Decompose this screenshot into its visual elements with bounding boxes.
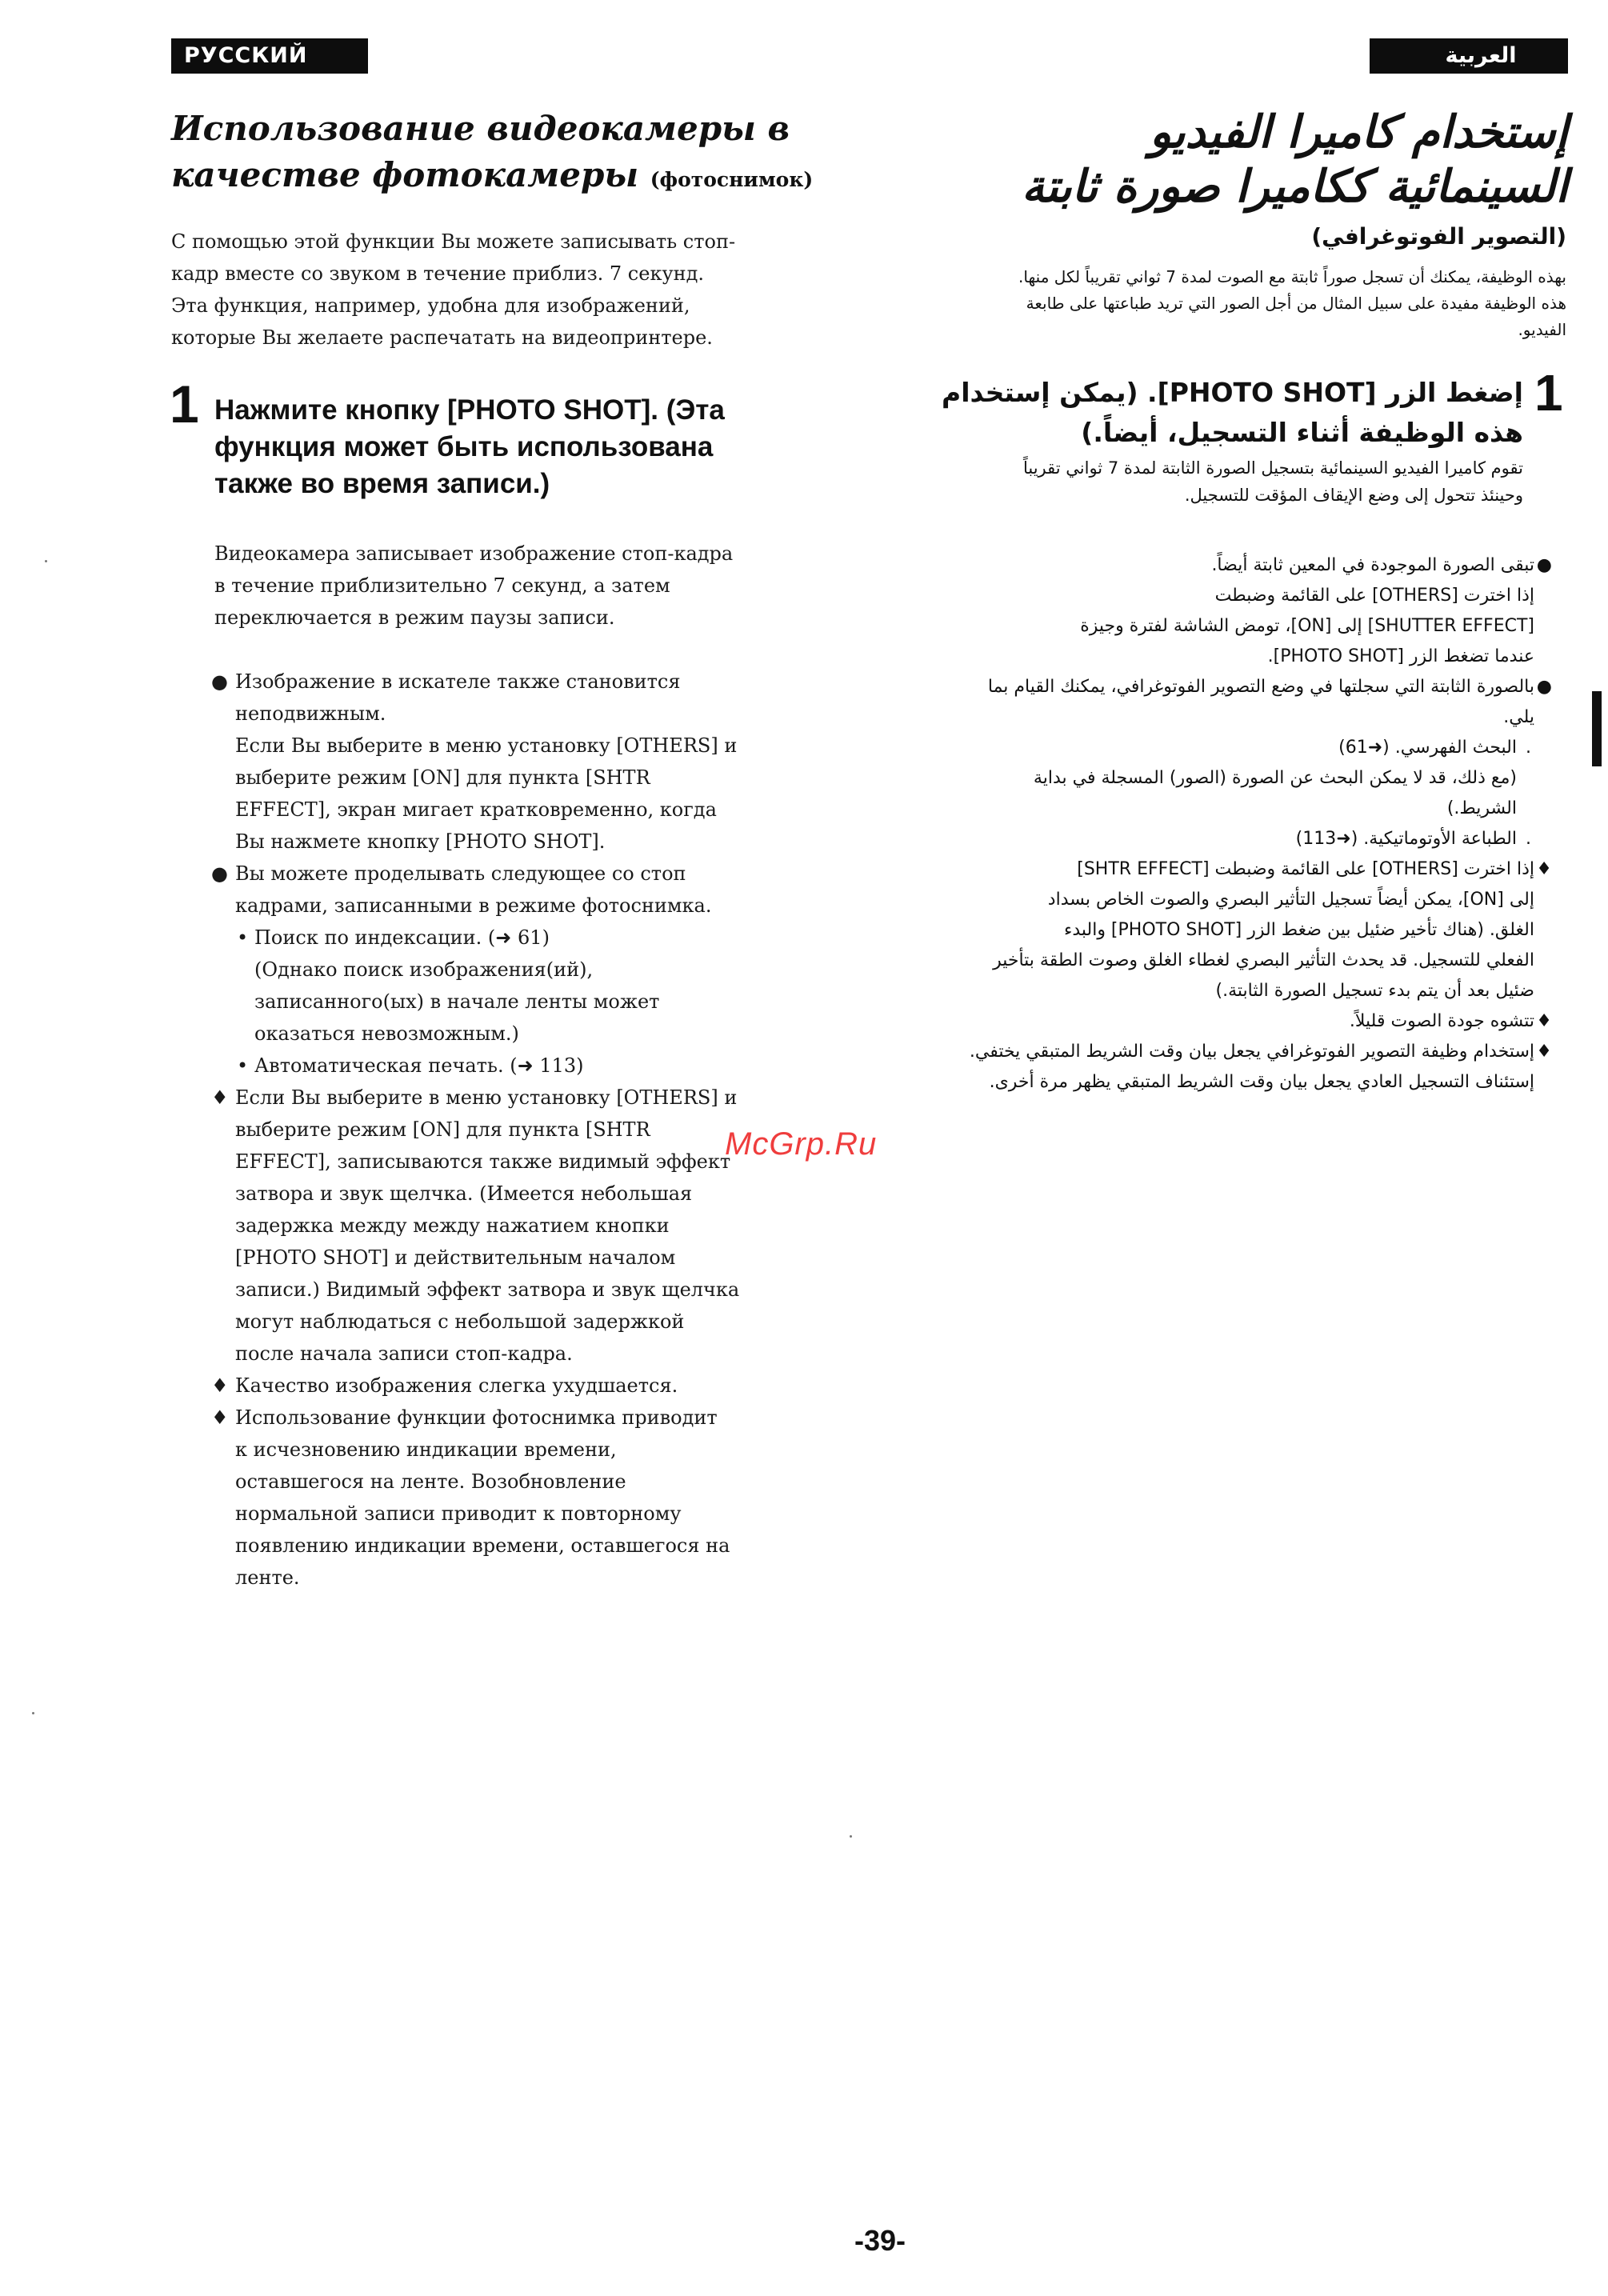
ru-note-item bbox=[211, 1402, 827, 1594]
ar-note-line: تبقى الصورة الموجودة في المعين ثابتة أيضاً. bbox=[1211, 555, 1534, 575]
ru-step-desc-line: переключается в режим паузы записи. bbox=[214, 606, 615, 629]
ar-note-line: الطباعة الأوتوماتيكية. (➜113) bbox=[1295, 829, 1517, 849]
ru-note-item bbox=[211, 922, 827, 954]
ru-section-title bbox=[171, 106, 819, 203]
ru-note-line: записи.) Видимый эффект затвора и звук щелчка bbox=[235, 1278, 740, 1301]
ar-step-desc-line: وحينئذ تتحول إلى وضع الإيقاف المؤقت للتسجيل. bbox=[1184, 486, 1523, 505]
ru-bullet-marker: ♦ bbox=[211, 1086, 229, 1109]
ar-step-number: 1 bbox=[1534, 364, 1563, 422]
ru-note-item bbox=[211, 954, 827, 1050]
ru-note-line: выберите режим [ON] для пункта [SHTR bbox=[235, 1118, 650, 1141]
ar-note-line: إلى [ON]، يمكن أيضاً تسجيل التأثير البصري والصوت الخاص بسداد bbox=[1047, 890, 1534, 910]
ar-step-title-line: إضغط الزر [PHOTO SHOT]. (يمكن إستخدام bbox=[942, 377, 1523, 408]
ru-note-line: Автоматическая печать. (➜ 113) bbox=[254, 1054, 584, 1077]
ar-note-item bbox=[928, 550, 1552, 672]
ru-note-line: записанного(ых) в начале ленты может bbox=[254, 990, 660, 1013]
ar-note-item bbox=[928, 854, 1552, 1006]
language-tab-russian: РУССКИЙ ЯЗЫК bbox=[171, 38, 368, 74]
ar-step-description bbox=[920, 454, 1523, 509]
ru-step-desc-line: Видеокамера записывает изображение стоп-кадра bbox=[214, 542, 734, 565]
ru-bullet-marker: ♦ bbox=[211, 1374, 229, 1397]
scan-speck bbox=[32, 1712, 34, 1714]
ar-step-desc-line: تقوم كاميرا الفيديو السينمائية بتسجيل الصورة الثابتة لمدة 7 ثواني تقريباً bbox=[1022, 458, 1523, 478]
ru-bullet-marker: • bbox=[237, 1054, 249, 1077]
ar-intro-line: هذه الوظيفة مفيدة على سبيل المثال من أجل الصور التي تريد طباعتها على طابعة bbox=[1026, 294, 1566, 313]
ru-note-line: кадрами, записанными в режиме фотоснимка. bbox=[235, 894, 712, 917]
ru-note-line: Использование функции фотоснимка приводит bbox=[235, 1406, 718, 1429]
ru-title-line-1: Использование видеокамеры в bbox=[171, 109, 790, 148]
ar-note-item bbox=[928, 1037, 1552, 1098]
ru-note-line: оставшегося на ленте. Возобновление bbox=[235, 1470, 626, 1493]
ru-step-description bbox=[214, 538, 822, 634]
ru-note-item bbox=[211, 1082, 827, 1370]
scan-speck bbox=[45, 560, 47, 562]
ru-note-line: нормальной записи приводит к повторному bbox=[235, 1502, 682, 1525]
ar-bullet-marker: ♦ bbox=[1536, 1011, 1552, 1031]
ar-bullet-marker: ♦ bbox=[1536, 859, 1552, 879]
ru-intro-paragraph bbox=[171, 226, 827, 354]
ru-note-line: Вы нажмете кнопку [PHOTO SHOT]. bbox=[235, 830, 606, 853]
ru-note-line: Вы можете проделывать следующее со стоп bbox=[235, 862, 686, 885]
ar-note-item bbox=[928, 733, 1552, 763]
ru-note-line: Качество изображения слегка ухудшается. bbox=[235, 1374, 678, 1397]
ru-note-line: затвора и звук щелчка. (Имеется небольшая bbox=[235, 1182, 693, 1205]
ar-intro-line: الفيديو. bbox=[1518, 320, 1566, 339]
ru-note-line: неподвижным. bbox=[235, 702, 386, 725]
section-edge-marker bbox=[1592, 691, 1602, 766]
ar-note-line: البحث الفهرسي. (➜61) bbox=[1338, 738, 1517, 758]
ru-title-line-2: качестве фотокамеры (фотоснимок) bbox=[171, 155, 814, 194]
ar-intro-paragraph bbox=[944, 264, 1566, 343]
ru-note-line: [PHOTO SHOT] и действительным началом bbox=[235, 1246, 676, 1269]
ar-bullet-marker: . bbox=[1526, 829, 1531, 849]
ar-notes-list bbox=[928, 550, 1552, 1098]
ru-note-item bbox=[211, 1370, 827, 1402]
ru-intro-line: Эта функция, например, удобна для изображений, bbox=[171, 294, 690, 317]
ar-note-item bbox=[928, 1006, 1552, 1037]
ru-intro-line: С помощью этой функции Вы можете записывать стоп- bbox=[171, 230, 736, 253]
ar-step-title-line: هذه الوظيفة أثناء التسجيل، أيضاً.) bbox=[1081, 417, 1523, 448]
ru-note-line: Если Вы выберите в меню установку [OTHERS] и bbox=[235, 734, 738, 757]
ru-note-line: Если Вы выберите в меню установку [OTHERS] и bbox=[235, 1086, 738, 1109]
ar-section-title bbox=[880, 106, 1568, 214]
ar-title-line-1: إستخدام كاميرا الفيديو bbox=[1150, 106, 1568, 158]
ar-note-line: بالصورة الثابتة التي سجلتها في وضع التصوير الفوتوغرافي، يمكنك القيام بما bbox=[987, 677, 1534, 697]
ru-step-number: 1 bbox=[170, 374, 199, 434]
ar-step-title bbox=[920, 373, 1523, 453]
ru-note-line: EFFECT], записываются также видимый эффект bbox=[235, 1150, 731, 1173]
ar-note-line: عندما تضغط الزر [PHOTO SHOT]. bbox=[1267, 646, 1534, 666]
ru-note-line: оказаться невозможным.) bbox=[254, 1022, 519, 1045]
ru-note-line: к исчезновению индикации времени, bbox=[235, 1438, 617, 1461]
ru-note-line: ленте. bbox=[235, 1566, 300, 1589]
ru-step-title-line: Нажмите кнопку [PHOTO SHOT]. (Эта bbox=[214, 394, 725, 426]
ar-title-line-2: السينمائية ككاميرا صورة ثابتة bbox=[1022, 161, 1568, 213]
ru-bullet-marker: ● bbox=[211, 670, 228, 693]
ru-note-line: задержка между между нажатием кнопки bbox=[235, 1214, 670, 1237]
ru-note-line: после начала записи стоп-кадра. bbox=[235, 1342, 573, 1365]
ru-bullet-marker: • bbox=[237, 926, 249, 949]
ar-note-line: إذا اخترت [OTHERS] على القائمة وضبطت [SHTR EFFECT] bbox=[1077, 859, 1534, 879]
watermark: McGrp.Ru bbox=[725, 1126, 878, 1162]
ru-title-qualifier: (фотоснимок) bbox=[650, 168, 814, 191]
scan-speck bbox=[850, 1835, 852, 1838]
ru-note-line: могут наблюдаться с небольшой задержкой bbox=[235, 1310, 685, 1333]
ar-note-item bbox=[928, 763, 1552, 824]
ru-intro-line: которые Вы желаете распечатать на видеопринтере. bbox=[171, 326, 713, 349]
ar-note-line: الشريط.) bbox=[1446, 798, 1517, 818]
ar-note-line: إذا اخترت [OTHERS] على القائمة وضبطت bbox=[1214, 586, 1534, 606]
ar-note-line: إستئناف التسجيل العادي يجعل بيان وقت الشريط المتبقي يظهر مرة أخرى. bbox=[989, 1072, 1534, 1092]
ar-bullet-marker: ● bbox=[1536, 677, 1552, 697]
ar-note-line: إستخدام وظيفة التصوير الفوتوغرافي يجعل بيان وقت الشريط المتبقي يختفي. bbox=[969, 1042, 1534, 1062]
ru-note-line: (Однако поиск изображения(ий), bbox=[254, 958, 594, 981]
ar-bullet-marker: ● bbox=[1536, 555, 1552, 575]
ar-bullet-marker: ♦ bbox=[1536, 1042, 1552, 1062]
ar-note-line: [SHUTTER EFFECT] إلى [ON]، تومض الشاشة لفترة وجيزة bbox=[1080, 616, 1534, 636]
ar-note-item bbox=[928, 672, 1552, 733]
ar-note-line: ضئيل بعد أن يتم بدء تسجيل الصورة الثابتة.) bbox=[1215, 981, 1534, 1001]
ru-note-line: выберите режим [ON] для пункта [SHTR bbox=[235, 766, 650, 789]
ru-bullet-marker: ♦ bbox=[211, 1406, 229, 1429]
language-tab-arabic: العربية bbox=[1370, 38, 1568, 74]
ru-note-line: Поиск по индексации. (➜ 61) bbox=[254, 926, 550, 949]
ru-note-line: EFFECT], экран мигает кратковременно, когда bbox=[235, 798, 717, 821]
ar-note-line: (مع ذلك، قد لا يمكن البحث عن الصورة (الصور) المسجلة في بداية bbox=[1033, 768, 1517, 788]
ar-note-item bbox=[928, 824, 1552, 854]
ru-note-line: Изображение в искателе также становится bbox=[235, 670, 681, 693]
ru-note-item bbox=[211, 858, 827, 922]
ar-bullet-marker: . bbox=[1526, 738, 1531, 758]
ru-step-title bbox=[214, 392, 822, 502]
ar-note-line: الغلق. (هناك تأخير ضئيل بين ضغط الزر [PHOTO SHOT] والبدء bbox=[1063, 920, 1534, 940]
ar-section-subtitle: (التصوير الفوتوغرافي) bbox=[1311, 223, 1566, 250]
ru-bullet-marker: ● bbox=[211, 862, 228, 885]
page-number: -39- bbox=[854, 2224, 906, 2257]
ru-note-line: появлению индикации времени, оставшегося на bbox=[235, 1534, 730, 1557]
ru-note-item bbox=[211, 666, 827, 858]
ar-intro-line: بهذه الوظيفة، يمكنك أن تسجل صوراً ثابتة مع الصوت لمدة 7 ثواني تقريباً لكل منها. bbox=[1018, 267, 1566, 286]
ru-step-title-line: функция может быть использована bbox=[214, 431, 714, 462]
ar-note-line: تتشوه جودة الصوت قليلاً. bbox=[1349, 1011, 1534, 1031]
ru-intro-line: кадр вместе со звуком в течение приблиз. 7 секунд. bbox=[171, 262, 704, 285]
ar-note-line: الفعلي للتسجيل. قد يحدث التأثير البصري لغطاء الغلق وصوت الطقة بتأخير bbox=[993, 950, 1534, 970]
ar-note-line: يلي. bbox=[1503, 707, 1534, 727]
ru-step-title-line: также во время записи.) bbox=[214, 468, 550, 499]
ru-note-item bbox=[211, 1050, 827, 1082]
ru-step-desc-line: в течение приблизительно 7 секунд, а затем bbox=[214, 574, 670, 597]
